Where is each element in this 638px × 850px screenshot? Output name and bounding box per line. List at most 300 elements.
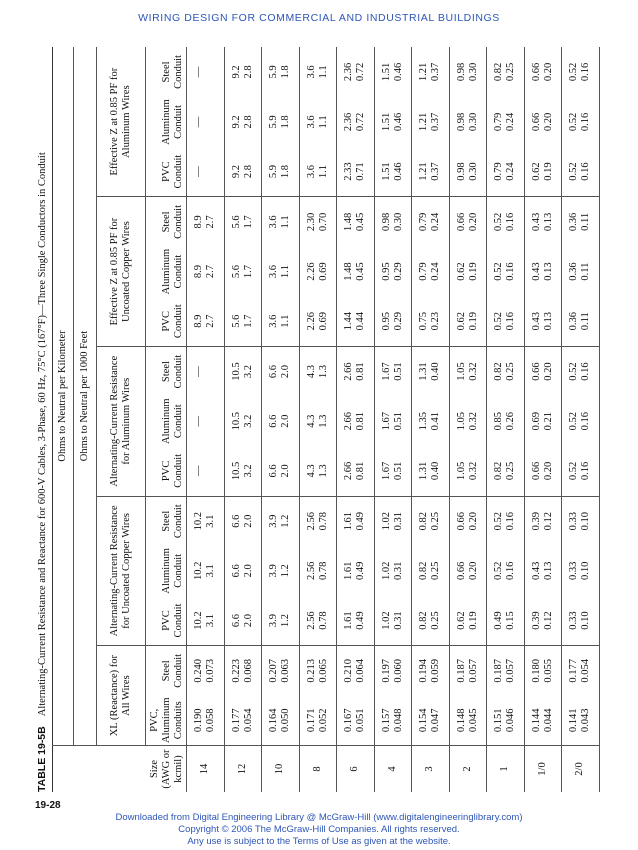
- value-per-km: 0.66: [455, 561, 467, 581]
- value-cell: [487, 396, 525, 446]
- value-per-km: 0.177: [568, 659, 580, 683]
- value-per-km: 10.2: [193, 611, 205, 630]
- value-per-km: 0.82: [493, 362, 505, 381]
- value-cell: [187, 646, 225, 696]
- value-per-km: 0.33: [568, 561, 580, 581]
- value-cell: [562, 546, 600, 596]
- value-per-km: 0.62: [530, 162, 542, 181]
- value-per-km: 10.5: [230, 412, 242, 431]
- value-per-km: 2.36: [343, 112, 355, 132]
- value-per-km: 0.52: [493, 512, 505, 531]
- size-cell: 12: [236, 763, 248, 775]
- value-per-1000ft: 1.3: [317, 414, 329, 428]
- value-cell: [412, 596, 450, 646]
- value-cell: [187, 97, 225, 147]
- value-per-1000ft: 0.51: [392, 412, 404, 431]
- size-cell: 10: [274, 763, 286, 775]
- value-per-1000ft: 0.51: [392, 362, 404, 381]
- value-per-1000ft: 0.37: [430, 112, 442, 132]
- value-cell: [262, 297, 300, 347]
- page-number: 19-28: [35, 800, 61, 811]
- value-per-km: 5.6: [230, 215, 242, 229]
- value-per-km: 1.05: [455, 461, 467, 481]
- value-per-km: 0.154: [418, 708, 430, 733]
- value-per-km: 0.52: [568, 412, 580, 431]
- value-per-km: 0.95: [380, 262, 392, 281]
- size-header: [97, 746, 187, 793]
- value-per-1000ft: 0.20: [542, 112, 554, 132]
- value-per-km: 1.31: [418, 362, 430, 381]
- value-cell: [262, 247, 300, 297]
- value-per-km: 2.66: [343, 412, 355, 431]
- value-per-km: 0.62: [455, 262, 467, 281]
- value-cell: [449, 396, 487, 446]
- value-cell: [524, 97, 562, 147]
- value-per-km: 1.35: [418, 412, 430, 431]
- value-per-km: 0.141: [568, 708, 580, 733]
- value-per-km: 1.44: [343, 312, 355, 331]
- size-header-text: Size (AWG or kcmil): [149, 749, 184, 789]
- column-header: Steel Conduit: [161, 55, 184, 89]
- value-cell: [487, 247, 525, 297]
- value-cell: [562, 297, 600, 347]
- value-per-km: 1.48: [343, 262, 355, 281]
- value-per-km: 0.43: [530, 561, 542, 581]
- value-cell: [449, 496, 487, 546]
- size-cell: 4: [386, 766, 398, 772]
- value-per-km: 0.197: [380, 659, 392, 683]
- value-per-1000ft: 0.13: [542, 561, 554, 581]
- value-per-km: 0.52: [493, 312, 505, 331]
- value-per-km: 0.36: [568, 212, 580, 232]
- value-cell: [524, 197, 562, 247]
- value-per-km: 1.02: [380, 611, 392, 630]
- running-header: WIRING DESIGN FOR COMMERCIAL AND INDUSTRIAL BUILDINGS: [138, 12, 500, 24]
- value-cell: [224, 197, 262, 247]
- column-header: Steel Conduit: [161, 354, 184, 389]
- value-per-1000ft: 2.0: [280, 464, 292, 478]
- value-cell: [524, 396, 562, 446]
- value-per-km: 1.51: [380, 162, 392, 181]
- value-per-1000ft: 0.45: [355, 262, 367, 281]
- table-row: [449, 47, 487, 792]
- value-per-1000ft: 0.16: [505, 262, 517, 281]
- value-cell: [487, 197, 525, 247]
- value-per-1000ft: 0.11: [580, 212, 592, 231]
- value-cell: [487, 147, 525, 197]
- value-per-km: 0.43: [530, 212, 542, 232]
- value-per-km: 0.43: [530, 312, 542, 331]
- value-per-km: —: [193, 66, 205, 78]
- value-per-km: 2.26: [305, 262, 317, 281]
- table-row: [262, 47, 300, 792]
- value-per-km: 1.02: [380, 512, 392, 531]
- value-per-km: 6.6: [230, 564, 242, 578]
- value-per-1000ft: 0.057: [505, 659, 517, 683]
- value-per-1000ft: 0.20: [542, 362, 554, 381]
- value-cell: [562, 446, 600, 496]
- column-header: Steel Conduit: [161, 205, 184, 239]
- value-per-1000ft: 1.2: [280, 514, 292, 528]
- value-per-km: 0.39: [530, 611, 542, 630]
- value-per-km: 0.95: [380, 312, 392, 331]
- value-per-1000ft: [205, 447, 217, 494]
- table-row: [187, 47, 225, 792]
- value-cell: [524, 696, 562, 746]
- value-cell: [224, 496, 262, 546]
- value-per-km: 1.67: [380, 461, 392, 481]
- value-per-1000ft: 0.054: [580, 659, 592, 683]
- value-per-km: 3.9: [268, 613, 280, 628]
- value-cell: [374, 47, 412, 97]
- value-per-1000ft: 0.24: [430, 262, 442, 281]
- column-header: Steel Conduit: [161, 504, 184, 539]
- value-per-km: 0.79: [493, 112, 505, 132]
- value-per-km: 0.66: [530, 62, 542, 82]
- value-cell: [412, 546, 450, 596]
- value-per-1000ft: 0.059: [430, 659, 442, 683]
- value-cell: [449, 97, 487, 147]
- value-cell: [524, 546, 562, 596]
- value-per-km: 3.6: [268, 265, 280, 279]
- value-per-km: 2.56: [305, 611, 317, 630]
- value-per-1000ft: 1.7: [242, 314, 254, 328]
- value-cell: [374, 346, 412, 396]
- value-cell: [524, 47, 562, 97]
- value-per-1000ft: 2.0: [242, 613, 254, 628]
- value-cell: [187, 696, 225, 746]
- value-per-1000ft: 0.26: [505, 412, 517, 431]
- value-cell: [449, 47, 487, 97]
- value-cell: [299, 446, 337, 496]
- value-per-km: 0.167: [343, 708, 355, 733]
- value-per-1000ft: 0.25: [430, 512, 442, 531]
- value-per-1000ft: [205, 48, 217, 96]
- value-cell: [299, 147, 337, 197]
- value-per-1000ft: [205, 148, 217, 195]
- value-cell: [224, 596, 262, 646]
- value-cell: [262, 496, 300, 546]
- value-per-km: 4.3: [305, 414, 317, 428]
- value-per-1000ft: 0.21: [542, 412, 554, 431]
- value-per-1000ft: 1.1: [317, 165, 329, 179]
- value-per-1000ft: 0.12: [542, 512, 554, 531]
- value-cell: [524, 446, 562, 496]
- value-cell: [187, 247, 225, 297]
- value-cell: [187, 47, 225, 97]
- value-per-1000ft: 0.13: [542, 312, 554, 331]
- value-per-km: 6.6: [230, 613, 242, 628]
- value-cell: [374, 596, 412, 646]
- value-per-1000ft: 1.2: [280, 613, 292, 628]
- value-per-1000ft: 0.72: [355, 112, 367, 132]
- value-cell: [562, 396, 600, 446]
- column-header: PVC, Aluminum Conduits: [146, 696, 187, 746]
- value-per-1000ft: 0.24: [430, 212, 442, 232]
- value-cell: [337, 147, 375, 197]
- value-per-1000ft: 0.10: [580, 611, 592, 630]
- value-per-km: 5.6: [230, 265, 242, 279]
- value-per-1000ft: 0.49: [355, 611, 367, 630]
- value-per-km: 0.33: [568, 611, 580, 630]
- table-caption: [32, 47, 52, 792]
- value-cell: [412, 346, 450, 396]
- value-cell: [412, 247, 450, 297]
- value-per-1000ft: 1.8: [280, 65, 292, 79]
- value-per-1000ft: 0.10: [580, 561, 592, 581]
- value-cell: [337, 396, 375, 446]
- table-body: [187, 47, 600, 792]
- value-cell: [449, 247, 487, 297]
- value-cell: [374, 247, 412, 297]
- value-per-1000ft: 0.46: [392, 162, 404, 181]
- value-per-km: 6.6: [268, 414, 280, 428]
- value-per-km: 3.6: [305, 65, 317, 79]
- value-per-km: 5.9: [268, 115, 280, 129]
- value-cell: [262, 47, 300, 97]
- value-cell: [262, 197, 300, 247]
- value-per-1000ft: 0.16: [505, 312, 517, 331]
- value-per-1000ft: 0.72: [355, 62, 367, 82]
- table-row: [337, 47, 375, 792]
- value-per-1000ft: 0.055: [542, 659, 554, 683]
- value-per-1000ft: 2.7: [205, 265, 217, 279]
- value-per-km: 5.6: [230, 314, 242, 328]
- size-cell: 2/0: [574, 762, 586, 776]
- value-per-1000ft: 0.45: [355, 212, 367, 232]
- value-per-km: 0.52: [568, 162, 580, 181]
- value-per-km: 0.210: [343, 659, 355, 683]
- value-per-km: 1.31: [418, 461, 430, 481]
- value-cell: [337, 546, 375, 596]
- value-per-1000ft: 0.31: [392, 611, 404, 630]
- value-cell: [487, 47, 525, 97]
- value-per-km: 0.36: [568, 262, 580, 281]
- value-per-1000ft: 2.8: [242, 115, 254, 129]
- value-per-1000ft: 3.1: [205, 514, 217, 528]
- value-cell: [449, 197, 487, 247]
- column-header: PVC Conduit: [146, 147, 187, 197]
- value-cell: [524, 596, 562, 646]
- value-per-km: 10.2: [193, 512, 205, 531]
- value-cell: [224, 696, 262, 746]
- value-cell: [487, 696, 525, 746]
- value-per-km: 0.79: [418, 262, 430, 281]
- value-per-km: 0.85: [493, 412, 505, 431]
- value-per-1000ft: 2.0: [280, 365, 292, 379]
- value-cell: [187, 147, 225, 197]
- value-per-1000ft: 0.16: [505, 512, 517, 531]
- column-header: PVC Conduit: [146, 297, 187, 347]
- value-per-1000ft: 0.32: [467, 362, 479, 381]
- value-cell: [187, 596, 225, 646]
- value-per-km: 0.79: [493, 162, 505, 181]
- value-per-1000ft: 3.2: [242, 414, 254, 428]
- value-per-km: 1.51: [380, 62, 392, 82]
- value-per-km: 9.2: [230, 165, 242, 179]
- span-header-ft: Ohms to Neutral per 1000 Feet: [74, 47, 97, 746]
- value-per-km: 9.2: [230, 65, 242, 79]
- value-cell: [449, 346, 487, 396]
- size-cell: 14: [199, 763, 211, 775]
- value-cell: [224, 97, 262, 147]
- table-title: Alternating-Current Resistance and Reactance for 600-V Cables, 3-Phase, 60 Hz, 75°C (167°F)—Three Single Conductors in Conduit: [37, 152, 48, 717]
- size-cell: 1: [499, 766, 511, 772]
- value-cell: [262, 346, 300, 396]
- value-per-1000ft: 0.25: [430, 611, 442, 630]
- value-per-km: 1.61: [343, 611, 355, 630]
- value-per-1000ft: 0.065: [317, 659, 329, 683]
- value-cell: [374, 446, 412, 496]
- value-per-1000ft: 0.13: [542, 212, 554, 232]
- value-per-km: 0.75: [418, 312, 430, 331]
- value-per-km: 0.171: [305, 708, 317, 733]
- value-per-km: 3.6: [305, 165, 317, 179]
- value-cell: [224, 297, 262, 347]
- value-per-1000ft: 1.8: [280, 115, 292, 129]
- size-cell: 3: [424, 766, 436, 772]
- value-cell: [487, 446, 525, 496]
- value-per-1000ft: 0.054: [242, 708, 254, 733]
- value-per-1000ft: 0.51: [392, 461, 404, 481]
- value-per-1000ft: 1.1: [280, 265, 292, 279]
- value-per-1000ft: 1.7: [242, 265, 254, 279]
- value-per-km: 5.9: [268, 165, 280, 179]
- value-cell: [374, 197, 412, 247]
- value-cell: [374, 147, 412, 197]
- value-per-km: —: [193, 415, 205, 427]
- value-per-km: 0.187: [493, 659, 505, 683]
- value-cell: [262, 446, 300, 496]
- value-cell: [412, 496, 450, 546]
- value-per-1000ft: 0.16: [580, 62, 592, 82]
- value-per-km: 2.33: [343, 162, 355, 181]
- value-cell: [337, 596, 375, 646]
- value-per-km: 3.9: [268, 564, 280, 578]
- value-cell: [262, 147, 300, 197]
- value-per-km: 0.39: [530, 512, 542, 531]
- value-cell: [374, 297, 412, 347]
- value-cell: [562, 247, 600, 297]
- value-per-1000ft: 0.32: [467, 412, 479, 431]
- value-per-km: 1.02: [380, 561, 392, 581]
- value-per-km: 0.69: [530, 412, 542, 431]
- value-per-1000ft: 0.063: [280, 659, 292, 683]
- value-per-km: 8.9: [193, 265, 205, 279]
- value-per-1000ft: 0.24: [505, 162, 517, 181]
- value-per-km: 0.98: [380, 212, 392, 232]
- value-per-km: 0.82: [493, 461, 505, 481]
- value-per-1000ft: 0.32: [467, 461, 479, 481]
- value-per-1000ft: 0.19: [467, 312, 479, 331]
- value-cell: [187, 446, 225, 496]
- value-cell: [487, 297, 525, 347]
- value-per-km: 6.6: [230, 514, 242, 528]
- value-cell: [449, 646, 487, 696]
- value-per-km: 3.6: [268, 215, 280, 229]
- value-per-km: —: [193, 465, 205, 477]
- value-per-1000ft: 0.78: [317, 512, 329, 531]
- value-per-1000ft: 1.3: [317, 365, 329, 379]
- value-per-1000ft: 0.30: [467, 62, 479, 82]
- value-per-1000ft: 0.25: [505, 362, 517, 381]
- value-per-km: 0.66: [530, 461, 542, 481]
- value-per-km: 0.33: [568, 512, 580, 531]
- value-cell: [337, 297, 375, 347]
- value-cell: [412, 646, 450, 696]
- value-cell: [299, 297, 337, 347]
- value-per-1000ft: 1.1: [317, 115, 329, 129]
- value-cell: [524, 147, 562, 197]
- value-per-km: 8.9: [193, 314, 205, 328]
- group-header: Alternating-Current Resistance for Aluminum Wires: [97, 346, 146, 496]
- value-per-1000ft: 0.30: [467, 112, 479, 132]
- value-cell: [374, 496, 412, 546]
- value-cell: [449, 297, 487, 347]
- value-per-1000ft: 0.20: [467, 212, 479, 232]
- value-per-km: 0.52: [568, 62, 580, 82]
- value-per-1000ft: 0.23: [430, 312, 442, 331]
- value-per-1000ft: 0.16: [580, 461, 592, 481]
- value-per-km: 1.21: [418, 112, 430, 132]
- value-cell: [487, 97, 525, 147]
- value-per-1000ft: 2.7: [205, 215, 217, 229]
- value-per-km: 0.66: [455, 212, 467, 232]
- value-cell: [524, 297, 562, 347]
- value-per-1000ft: 0.051: [355, 708, 367, 733]
- value-per-km: 4.3: [305, 365, 317, 379]
- value-cell: [562, 47, 600, 97]
- value-cell: [449, 147, 487, 197]
- value-cell: [299, 496, 337, 546]
- value-cell: [487, 496, 525, 546]
- value-per-1000ft: 2.0: [242, 564, 254, 578]
- value-per-km: 1.05: [455, 412, 467, 431]
- value-cell: [224, 446, 262, 496]
- value-per-km: —: [193, 116, 205, 128]
- value-per-1000ft: 2.0: [242, 514, 254, 528]
- value-cell: [412, 297, 450, 347]
- value-cell: [487, 596, 525, 646]
- value-per-km: 2.66: [343, 362, 355, 381]
- column-header: PVC Conduit: [146, 446, 187, 496]
- value-cell: [412, 396, 450, 446]
- value-cell: [337, 696, 375, 746]
- value-cell: [374, 97, 412, 147]
- value-per-km: 0.98: [455, 162, 467, 181]
- value-per-km: 0.52: [493, 212, 505, 232]
- value-cell: [337, 47, 375, 97]
- value-per-km: 3.9: [268, 514, 280, 528]
- value-cell: [299, 97, 337, 147]
- value-per-km: 0.144: [530, 708, 542, 733]
- value-cell: [562, 147, 600, 197]
- footer-line: Any use is subject to the Terms of Use as given at the website.: [187, 836, 451, 847]
- value-per-km: 0.66: [530, 362, 542, 381]
- value-cell: [299, 346, 337, 396]
- value-per-km: 1.67: [380, 362, 392, 381]
- value-per-1000ft: 2.7: [205, 314, 217, 328]
- value-per-1000ft: 0.37: [430, 62, 442, 82]
- span-header-km: Ohms to Neutral per Kilometer: [53, 47, 74, 746]
- column-header: Aluminum Conduit: [161, 398, 184, 444]
- value-cell: [562, 596, 600, 646]
- value-per-1000ft: 0.073: [205, 659, 217, 683]
- value-per-km: 1.48: [343, 212, 355, 232]
- value-per-1000ft: 0.40: [430, 362, 442, 381]
- value-per-km: 1.67: [380, 412, 392, 431]
- value-cell: [487, 546, 525, 596]
